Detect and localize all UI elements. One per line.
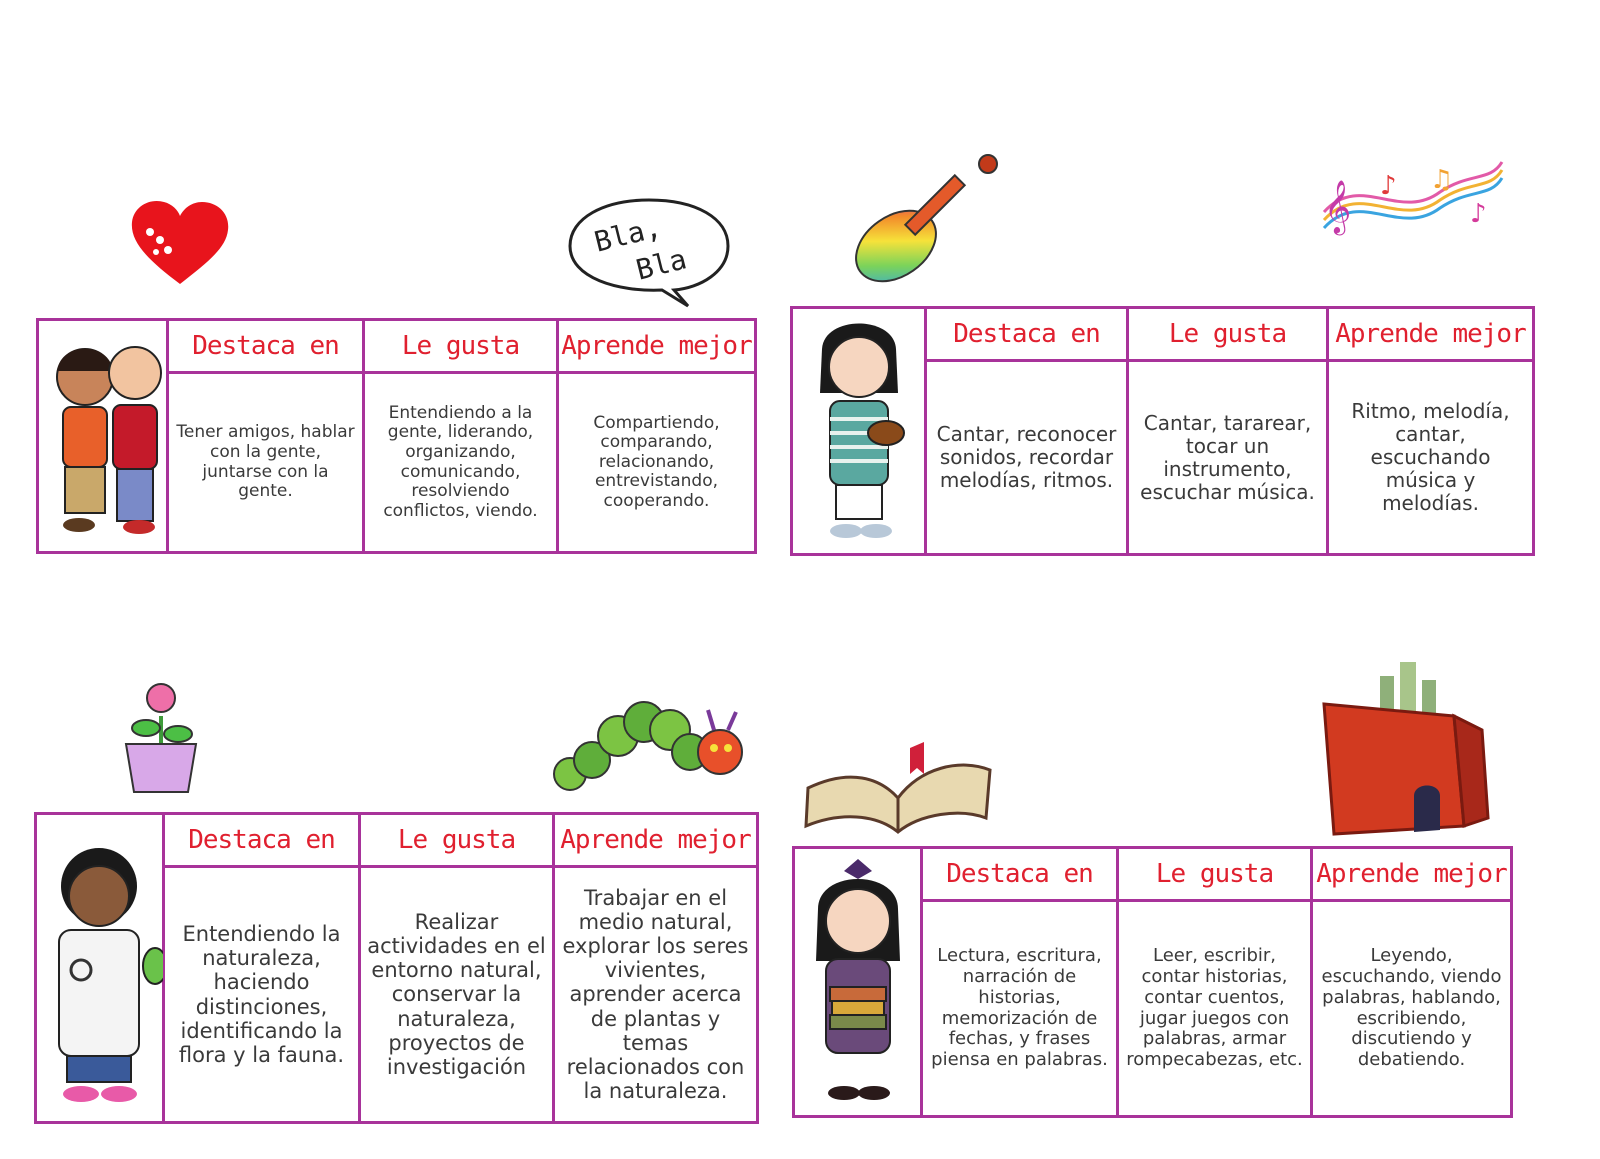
svg-text:♪: ♪ (1380, 171, 1397, 201)
header-gusta: Le gusta (364, 320, 558, 373)
card-linguistic (792, 846, 1510, 1118)
header-aprende: Aprende mejor (1312, 848, 1512, 901)
reader-illustration (794, 848, 922, 1117)
svg-text:𝄞: 𝄞 (1324, 179, 1352, 233)
cell-gusta: Cantar, tararear, tocar un instrumento, escuchar música. (1128, 361, 1328, 555)
bubble-text-1: Bla, (591, 210, 665, 259)
open-book-icon (800, 728, 996, 836)
header-destaca: Destaca en (922, 848, 1118, 901)
card-musical (790, 306, 1532, 556)
bubble-text-2: Bla (632, 242, 690, 287)
scientist-illustration (36, 814, 164, 1123)
svg-text:♫: ♫ (1430, 165, 1454, 195)
caterpillar-icon (548, 686, 748, 796)
cell-aprende: Ritmo, melodía, cantar, escuchando música y melodías. (1328, 361, 1534, 555)
card-naturalist (34, 812, 756, 1124)
music-notes-icon (1320, 152, 1506, 244)
cell-aprende: Compartiendo, comparando, relacionando, entrevistando, cooperando. (558, 373, 756, 553)
header-destaca: Destaca en (926, 308, 1128, 361)
cell-destaca: Entendiendo la naturaleza, haciendo distinciones, identificando la flora y la fauna. (164, 867, 360, 1123)
cell-gusta: Entendiendo a la gente, liderando, organizando, comunicando, resolviendo conflictos, viendo. (364, 373, 558, 553)
header-aprende: Aprende mejor (554, 814, 758, 867)
header-gusta: Le gusta (360, 814, 554, 867)
header-aprende: Aprende mejor (1328, 308, 1534, 361)
svg-text:♪: ♪ (1470, 199, 1487, 229)
violin-icon (848, 150, 1012, 286)
cell-destaca: Cantar, reconocer sonidos, recordar melodías, ritmos. (926, 361, 1128, 555)
flower-pot-icon (122, 676, 200, 794)
storybook-castle-icon (1304, 656, 1504, 844)
cell-destaca: Tener amigos, hablar con la gente, juntarse con la gente. (168, 373, 364, 553)
speech-bubble (566, 196, 732, 308)
card-interpersonal (36, 318, 754, 554)
friends-illustration (38, 320, 168, 553)
cell-aprende: Leyendo, escuchando, viendo palabras, hablando, escribiendo, discutiendo y debatiendo. (1312, 901, 1512, 1117)
cell-gusta: Realizar actividades en el entorno natural, conservar la naturaleza, proyectos de investigación (360, 867, 554, 1123)
cell-destaca: Lectura, escritura, narración de historias, memorización de fechas, y frases piensa en palabras. (922, 901, 1118, 1117)
header-aprende: Aprende mejor (558, 320, 756, 373)
header-destaca: Destaca en (168, 320, 364, 373)
header-destaca: Destaca en (164, 814, 360, 867)
heart-icon (128, 196, 232, 288)
cell-aprende: Trabajar en el medio natural, explorar los seres vivientes, aprender acerca de plantas y temas relacionados con la naturaleza. (554, 867, 758, 1123)
header-gusta: Le gusta (1128, 308, 1328, 361)
violinist-illustration (792, 308, 926, 555)
header-gusta: Le gusta (1118, 848, 1312, 901)
cell-gusta: Leer, escribir, contar historias, contar cuentos, jugar juegos con palabras, armar rompecabezas, etc. (1118, 901, 1312, 1117)
